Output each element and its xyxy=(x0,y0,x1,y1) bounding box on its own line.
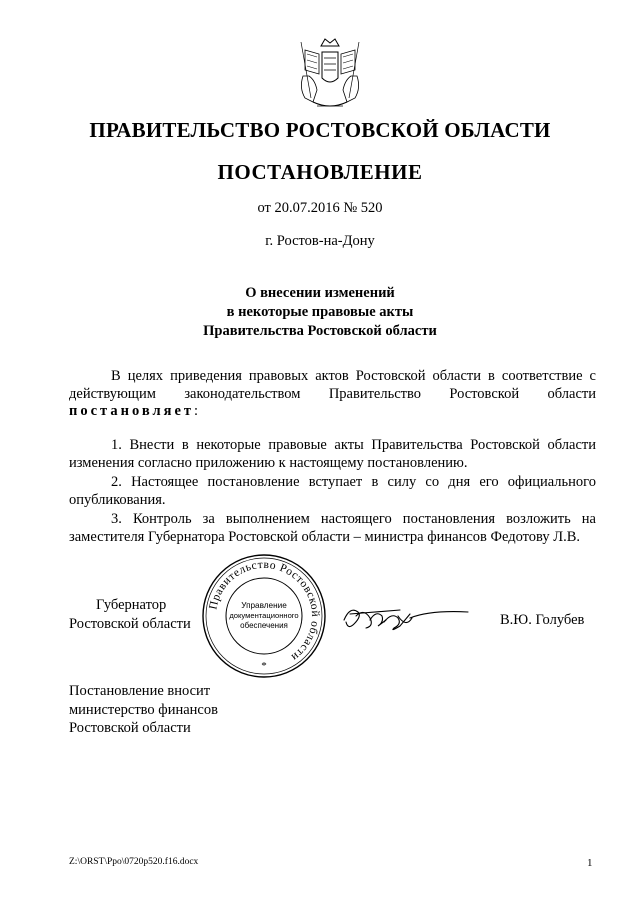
seal-star: * xyxy=(261,660,267,672)
document-subject xyxy=(0,284,640,341)
preamble-text: В целях приведения правовых актов Ростовской области в соответствие с действующим законодательством Правительство Ростовской области xyxy=(69,368,596,402)
seal-ring-text: Правительство Ростовской области xyxy=(207,558,322,664)
seal-center-line: обеспечения xyxy=(240,621,288,630)
resolution-item-1: 1. Внести в некоторые правовые акты Правительства Ростовской области изменения согласно приложению к настоящему постановлению. xyxy=(69,437,596,471)
prepared-by-line: министерство финансов xyxy=(69,701,218,718)
signer-name: В.Ю. Голубев xyxy=(500,612,585,628)
handwritten-signature xyxy=(340,598,470,638)
preamble-paragraph xyxy=(69,368,596,421)
footer-file-path: Z:\ORST\Ppo\0720p520.f16.docx xyxy=(69,857,199,867)
prepared-by-line: Ростовской области xyxy=(69,720,191,736)
seal-center-line: документационного xyxy=(229,611,299,620)
signatory-position-line: Губернатор xyxy=(96,597,167,613)
resolve-suffix: : xyxy=(194,403,199,419)
resolve-word: постановляет xyxy=(69,403,195,419)
resolution-item-2: 2. Настоящее постановление вступает в силу со дня его официального опубликования. xyxy=(69,474,596,508)
subject-line: О внесении изменений xyxy=(245,285,395,301)
subject-line: Правительства Ростовской области xyxy=(203,323,437,339)
document-city: г. Ростов-на-Дону xyxy=(265,233,375,249)
document-type: ПОСТАНОВЛЕНИЕ xyxy=(217,160,423,184)
coat-of-arms-icon xyxy=(295,36,365,112)
subject-line: в некоторые правовые акты xyxy=(226,304,414,320)
signatory-position-line: Ростовской области xyxy=(69,616,191,632)
signatory-position xyxy=(69,596,191,634)
seal-center-line: Управление xyxy=(241,601,287,610)
official-seal xyxy=(200,552,328,680)
page-number: 1 xyxy=(587,857,593,869)
document-date-number: от 20.07.2016 № 520 xyxy=(257,200,383,216)
prepared-by-note xyxy=(69,682,218,738)
resolution-item-3: 3. Контроль за выполнением настоящего постановления возложить на заместителя Губернатора Ростовской области – министра финансов Федотову Л.В. xyxy=(69,511,596,545)
prepared-by-line: Постановление вносит xyxy=(69,683,211,699)
government-name: ПРАВИТЕЛЬСТВО РОСТОВСКОЙ ОБЛАСТИ xyxy=(89,118,551,142)
